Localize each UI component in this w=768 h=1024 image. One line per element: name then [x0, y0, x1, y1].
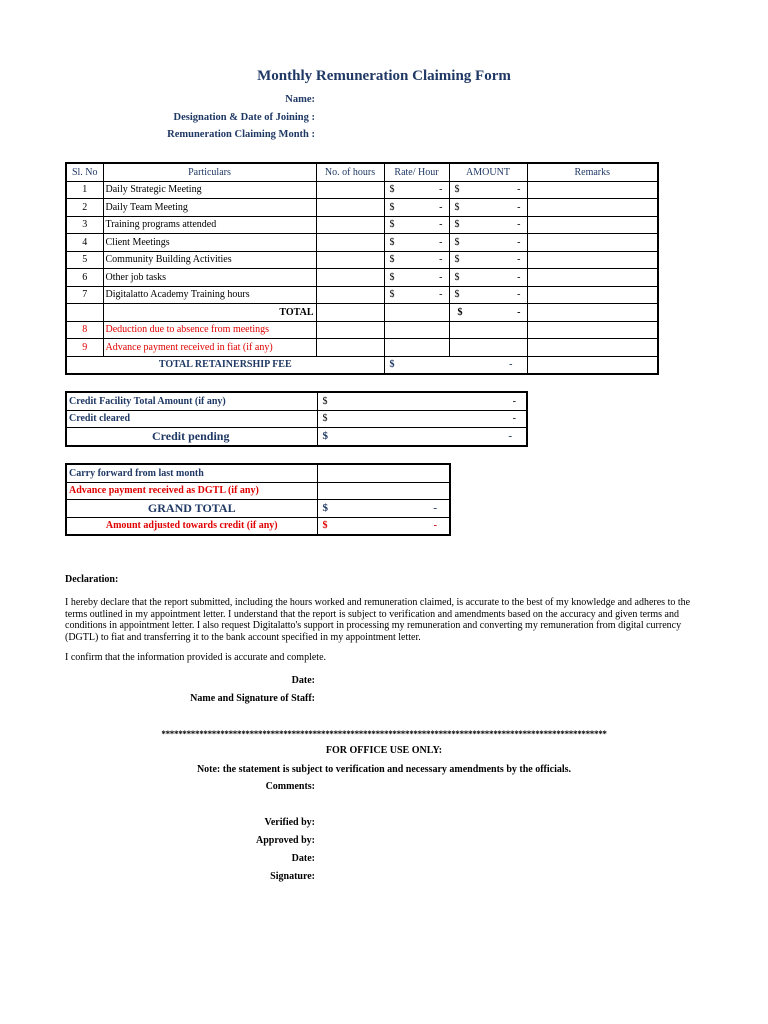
- rate-cell[interactable]: [384, 321, 449, 339]
- claiming-month-label: Remuneration Claiming Month :: [167, 129, 315, 140]
- total-amount-cell[interactable]: [449, 304, 527, 322]
- sl-number: 3: [66, 216, 103, 234]
- credit-pending-label: Credit pending: [66, 428, 317, 446]
- credit-cleared-label: Credit cleared: [66, 410, 317, 428]
- currency-symbol: $: [454, 219, 460, 231]
- credit-total-row: [66, 392, 527, 410]
- currency-symbol: $: [457, 306, 463, 318]
- currency-symbol: $: [389, 289, 395, 301]
- amount-value: -: [433, 502, 437, 515]
- amount-cell[interactable]: [449, 216, 527, 234]
- office-signature-label: Signature:: [270, 871, 315, 882]
- sl-number: 7: [66, 286, 103, 304]
- office-use-heading: FOR OFFICE USE ONLY:: [325, 745, 443, 756]
- deduction-label: Deduction due to absence from meetings: [103, 321, 316, 339]
- currency-symbol: $: [454, 184, 460, 196]
- advance-dgtl-label: Advance payment received as DGTL (if any): [66, 482, 317, 500]
- hours-cell[interactable]: [316, 181, 384, 199]
- amount-value: -: [439, 184, 443, 196]
- verified-by-label: Verified by:: [264, 817, 315, 828]
- credit-pending-row: [66, 428, 527, 446]
- col-header: Sl. No: [66, 163, 103, 181]
- currency-symbol: $: [389, 254, 395, 266]
- hours-cell[interactable]: [316, 339, 384, 357]
- sl-number: 2: [66, 199, 103, 217]
- currency-symbol: $: [322, 395, 328, 407]
- credit-adjusted-amount[interactable]: [317, 517, 450, 535]
- col-header: Rate/ Hour: [384, 163, 449, 181]
- credit-total-label: Credit Facility Total Amount (if any): [66, 392, 317, 410]
- comments-label: Comments:: [265, 781, 315, 792]
- currency-symbol: $: [454, 271, 460, 283]
- rate-cell[interactable]: [384, 251, 449, 269]
- amount-value: -: [439, 201, 443, 213]
- retainership-row: [66, 356, 658, 374]
- amount-value: -: [517, 306, 521, 318]
- deduction-row: [66, 339, 658, 357]
- remarks-cell[interactable]: [527, 339, 658, 357]
- table-row: [66, 269, 658, 287]
- grand-total-label: GRAND TOTAL: [66, 500, 317, 518]
- amount-value: -: [439, 219, 443, 231]
- amount-cell[interactable]: [449, 339, 527, 357]
- retainership-label: TOTAL RETAINERSHIP FEE: [66, 356, 384, 374]
- amount-cell[interactable]: [449, 251, 527, 269]
- credit-cleared-row: [66, 410, 527, 428]
- amount-cell[interactable]: [449, 269, 527, 287]
- amount-value: -: [517, 271, 521, 283]
- currency-symbol: $: [322, 502, 328, 515]
- office-date-label: Date:: [291, 853, 315, 864]
- table-row: [66, 234, 658, 252]
- sl-number: 6: [66, 269, 103, 287]
- amount-cell[interactable]: [449, 234, 527, 252]
- col-header: Remarks: [527, 163, 658, 181]
- sl-number: 8: [66, 321, 103, 339]
- currency-symbol: $: [454, 201, 460, 213]
- advance-dgtl-amount[interactable]: [317, 482, 450, 500]
- carry-forward-amount[interactable]: [317, 464, 450, 482]
- rate-cell[interactable]: [384, 269, 449, 287]
- approved-by-label: Approved by:: [256, 835, 315, 846]
- amount-value: -: [517, 254, 521, 266]
- hours-cell[interactable]: [316, 286, 384, 304]
- staff-signature-label: Name and Signature of Staff:: [190, 693, 315, 704]
- declaration-confirm: I confirm that the information provided is accurate and complete.: [65, 652, 327, 663]
- name-label: Name:: [285, 94, 315, 105]
- particular-label: Daily Team Meeting: [103, 199, 316, 217]
- currency-symbol: $: [389, 201, 395, 213]
- remarks-cell[interactable]: [527, 251, 658, 269]
- carry-forward-row: [66, 464, 450, 482]
- retainership-remarks-cell[interactable]: [527, 356, 658, 374]
- currency-symbol: $: [389, 219, 395, 231]
- hours-cell[interactable]: [316, 251, 384, 269]
- remarks-cell[interactable]: [527, 199, 658, 217]
- particular-label: Daily Strategic Meeting: [103, 181, 316, 199]
- hours-cell[interactable]: [316, 199, 384, 217]
- remarks-cell[interactable]: [527, 269, 658, 287]
- remuneration-table: [65, 162, 659, 375]
- amount-cell[interactable]: [449, 286, 527, 304]
- amount-value: -: [439, 271, 443, 283]
- remarks-cell[interactable]: [527, 181, 658, 199]
- grand-total-row: [66, 500, 450, 518]
- amount-value: -: [439, 254, 443, 266]
- amount-value: -: [439, 236, 443, 248]
- grand-total-amount[interactable]: [317, 500, 450, 518]
- credit-table: [65, 391, 528, 447]
- form-title: Monthly Remuneration Claiming Form: [257, 68, 511, 84]
- amount-value: -: [439, 289, 443, 301]
- deduction-label: Advance payment received in fiat (if any): [103, 339, 316, 357]
- table-row: [66, 251, 658, 269]
- rate-cell[interactable]: [384, 286, 449, 304]
- col-header: No. of hours: [316, 163, 384, 181]
- currency-symbol: $: [454, 254, 460, 266]
- amount-cell[interactable]: [449, 199, 527, 217]
- remarks-cell[interactable]: [527, 321, 658, 339]
- total-hours-cell[interactable]: [316, 304, 384, 322]
- amount-value: -: [512, 413, 516, 425]
- sl-number: 1: [66, 181, 103, 199]
- col-header: Particulars: [103, 163, 316, 181]
- hours-cell[interactable]: [316, 234, 384, 252]
- col-header: AMOUNT: [449, 163, 527, 181]
- declaration-heading: Declaration:: [65, 574, 119, 585]
- amount-cell[interactable]: [449, 321, 527, 339]
- rate-cell[interactable]: [384, 199, 449, 217]
- particular-label: Other job tasks: [103, 269, 316, 287]
- amount-value: -: [517, 201, 521, 213]
- declaration-paragraph: I hereby declare that the report submitted, including the hours worked and remuneration claimed, is accurate to the best of my knowledge and adheres to the terms outlined in my appointment letter. I understand that the report is subject to verification and amendments based on the accuracy and given terms and conditions in appointment letter. I also request Digitalatto's support in processing my remuneration and converting my remuneration from digital currency (DGTL) to fiat and transferring it to the bank account specified in my appointment letter.: [65, 597, 691, 643]
- remarks-cell[interactable]: [527, 234, 658, 252]
- separator-line: **********************************************************************************************************: [161, 729, 607, 739]
- grand-total-table: [65, 463, 451, 536]
- rate-cell[interactable]: [384, 234, 449, 252]
- rate-cell[interactable]: [384, 216, 449, 234]
- total-row: [66, 304, 658, 322]
- credit-adjusted-label: Amount adjusted towards credit (if any): [66, 517, 317, 535]
- amount-cell[interactable]: [449, 181, 527, 199]
- table-row: [66, 216, 658, 234]
- currency-symbol: $: [322, 520, 328, 532]
- amount-value: -: [512, 395, 516, 407]
- particular-label: Community Building Activities: [103, 251, 316, 269]
- amount-value: -: [517, 236, 521, 248]
- credit-cleared-amount[interactable]: [317, 410, 527, 428]
- credit-pending-amount[interactable]: [317, 428, 527, 446]
- currency-symbol: $: [454, 236, 460, 248]
- deduction-row: [66, 321, 658, 339]
- currency-symbol: $: [389, 184, 395, 196]
- sl-number: 5: [66, 251, 103, 269]
- currency-symbol: $: [389, 236, 395, 248]
- amount-value: -: [517, 289, 521, 301]
- amount-value: -: [508, 430, 512, 443]
- amount-value: -: [517, 219, 521, 231]
- hours-cell[interactable]: [316, 269, 384, 287]
- office-note: Note: the statement is subject to verification and necessary amendments by the officials.: [196, 764, 572, 775]
- sl-number: 4: [66, 234, 103, 252]
- total-rate-cell[interactable]: [384, 304, 449, 322]
- credit-total-amount[interactable]: [317, 392, 527, 410]
- staff-date-label: Date:: [291, 675, 315, 686]
- amount-value: -: [517, 184, 521, 196]
- total-remarks-cell[interactable]: [527, 304, 658, 322]
- particular-label: Training programs attended: [103, 216, 316, 234]
- currency-symbol: $: [389, 271, 395, 283]
- hours-cell[interactable]: [316, 321, 384, 339]
- credit-adjusted-row: [66, 517, 450, 535]
- designation-label: Designation & Date of Joining :: [173, 112, 315, 123]
- hours-cell[interactable]: [316, 216, 384, 234]
- table-row: [66, 286, 658, 304]
- advance-dgtl-row: [66, 482, 450, 500]
- remarks-cell[interactable]: [527, 216, 658, 234]
- sl-number: 9: [66, 339, 103, 357]
- rate-cell[interactable]: [384, 181, 449, 199]
- carry-forward-label: Carry forward from last month: [66, 464, 317, 482]
- remarks-cell[interactable]: [527, 286, 658, 304]
- table-row: [66, 199, 658, 217]
- amount-value: -: [509, 359, 513, 371]
- retainership-amount-cell[interactable]: [384, 356, 527, 374]
- table-header-row: [66, 163, 658, 181]
- currency-symbol: $: [322, 413, 328, 425]
- currency-symbol: $: [454, 289, 460, 301]
- currency-symbol: $: [389, 359, 395, 371]
- currency-symbol: $: [322, 430, 328, 443]
- table-row: [66, 181, 658, 199]
- particular-label: Client Meetings: [103, 234, 316, 252]
- particular-label: Digitalatto Academy Training hours: [103, 286, 316, 304]
- amount-value: -: [433, 520, 437, 532]
- total-label: TOTAL: [103, 304, 316, 322]
- rate-cell[interactable]: [384, 339, 449, 357]
